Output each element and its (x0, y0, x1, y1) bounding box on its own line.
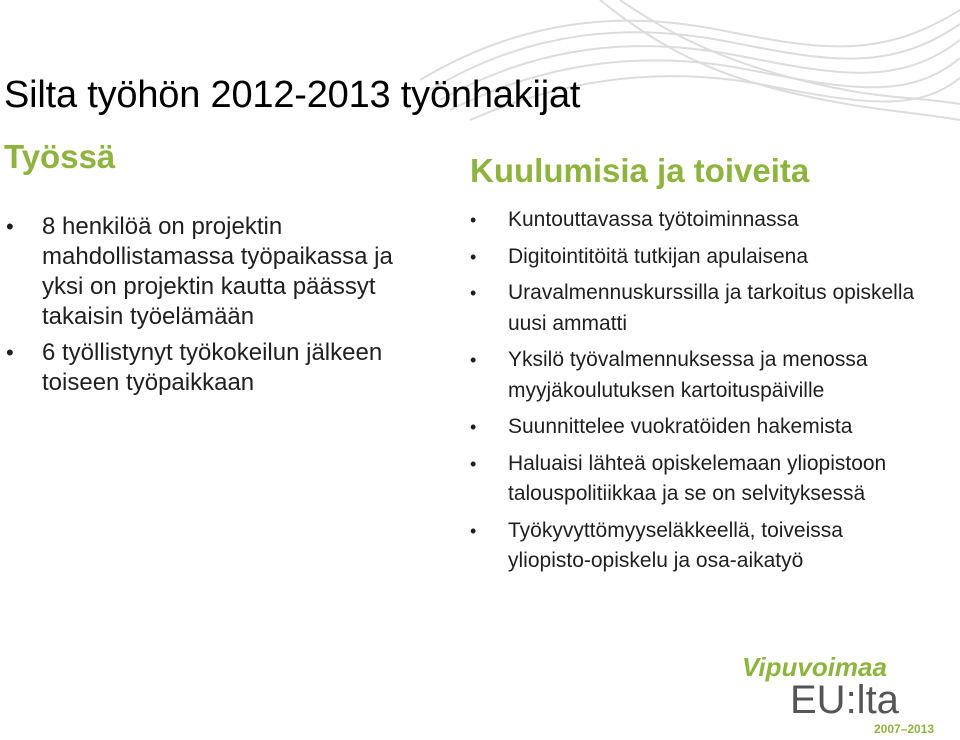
list-item: • Kuntouttavassa työtoiminnassa (466, 205, 926, 236)
list-item: • Yksilö työvalmennuksessa ja menossa myyjäkoulutuksen kartoituspäiville (466, 345, 926, 406)
vipuvoimaa-logo (742, 652, 952, 738)
right-heading: Kuulumisia ja toiveita (470, 152, 810, 189)
list-item: • 6 työllistynyt työkokeilun jälkeen toiseen työpaikkaan (0, 338, 440, 398)
list-item: • Suunnittelee vuokratöiden hakemista (466, 412, 926, 443)
left-bullet-list (0, 212, 440, 404)
list-item: • Digitointitöitä tutkijan apulaisena (466, 242, 926, 273)
logo-text: EU:lta (790, 678, 899, 722)
list-item: • 8 henkilöä on projektin mahdollistamassa työpaikassa ja yksi on projektin kautta päässyt takaisin työelämään (0, 212, 440, 332)
right-bullet-list (466, 205, 926, 583)
list-item: • Haluaisi lähteä opiskelemaan yliopistoon talouspolitiikkaa ja se on selvityksessä (466, 449, 926, 510)
list-item: • Työkyvyttömyyseläkkeellä, toiveissa yliopisto-opiskelu ja osa-aikatyö (466, 516, 926, 577)
left-heading: Työssä (4, 138, 116, 175)
list-item: • Uravalmennuskurssilla ja tarkoitus opiskella uusi ammatti (466, 278, 926, 339)
logo-years: 2007–2013 (874, 722, 935, 736)
page-title: Silta työhön 2012-2013 työnhakijat (4, 74, 581, 116)
logo-text: Vipuvoimaa (742, 652, 887, 682)
